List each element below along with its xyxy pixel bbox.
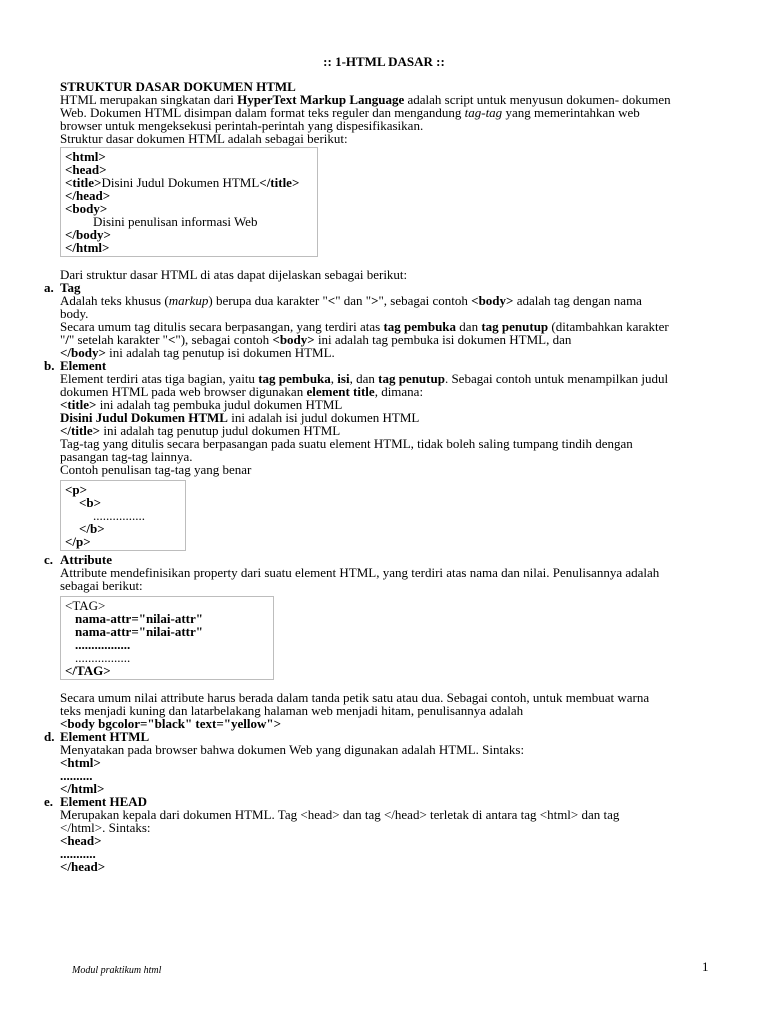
text: ini adalah tag penutup judul dokumen HTML xyxy=(100,423,341,438)
code-line: ................ xyxy=(93,508,145,523)
text: element title xyxy=(306,384,375,399)
footer-module-name: Modul praktikum html xyxy=(72,965,162,976)
element-html-line: Menyatakan pada browser bahwa dokumen Web yang digunakan adalah HTML. Sintaks: xyxy=(60,742,525,757)
text: tag penutup xyxy=(481,319,549,334)
item-heading-element-html xyxy=(44,729,720,744)
tag-line: body. xyxy=(60,306,89,321)
text: , dan xyxy=(349,371,379,386)
code-line: nama-attr="nilai-attr" xyxy=(75,611,203,626)
text: adalah script untuk menyusun dokumen- dokumen xyxy=(404,92,671,107)
attribute-example: <body bgcolor="black" text="yellow"> xyxy=(60,716,281,731)
item-letter: e. xyxy=(44,794,54,809)
syntax-line: </html> xyxy=(60,781,105,796)
text: Element terdiri atas tiga bagian, yaitu xyxy=(60,371,259,386)
text: <body> xyxy=(272,332,315,347)
text: , xyxy=(330,371,338,386)
text: <body> xyxy=(471,293,514,308)
text: tag penutup xyxy=(378,371,445,386)
intro-line: browser untuk mengeksekusi perintah-perintah yang dispesifikasikan. xyxy=(60,118,424,133)
text: Adalah teks khusus ( xyxy=(60,293,169,308)
document-body xyxy=(44,79,720,874)
text: > xyxy=(371,293,379,308)
text: " setelah karakter " xyxy=(68,332,168,347)
text: / xyxy=(65,332,69,347)
text: dokumen HTML pada web browser digunakan xyxy=(60,384,307,399)
text: , dimana: xyxy=(374,384,424,399)
text: Web. Dokumen HTML disimpan dalam format teks reguler dan mengandung xyxy=(60,105,465,120)
explain-intro: Dari struktur dasar HTML di atas dapat dijelaskan sebagai berikut: xyxy=(60,267,408,282)
code-line: </html> xyxy=(65,240,110,255)
text: tag pembuka xyxy=(383,319,457,334)
item-letter: d. xyxy=(44,729,55,744)
text: yang memerintahkan web xyxy=(502,105,640,120)
text: isi xyxy=(337,371,350,386)
syntax-line: <html> xyxy=(60,755,101,770)
code-line: Disini penulisan informasi Web xyxy=(93,214,258,229)
syntax-line: </head> xyxy=(60,859,106,874)
text: markup xyxy=(168,293,209,308)
text: </body> xyxy=(60,345,106,360)
text: . Sebagai contoh untuk menampilkan judul xyxy=(444,371,669,386)
element-line: Tag-tag yang ditulis secara berpasangan pada suatu element HTML, tidak boleh saling tumpang tindih dengan xyxy=(60,436,633,451)
code-line: <b> xyxy=(79,495,102,510)
text: < xyxy=(167,332,176,347)
text: </title> xyxy=(60,423,101,438)
syntax-line: ........... xyxy=(60,846,96,861)
tag-line xyxy=(60,294,720,307)
text: adalah tag dengan nama xyxy=(513,293,642,308)
attribute-line: Attribute mendefinisikan property dari suatu element HTML, yang terdiri atas nama dan nilai. Penulisannya adalah xyxy=(60,565,660,580)
item-letter: a. xyxy=(44,280,54,295)
text: Secara umum tag ditulis secara berpasangan, yang terdiri atas xyxy=(60,319,384,334)
item-heading-element-head xyxy=(44,794,720,809)
code-box-attribute xyxy=(60,596,274,680)
code-line: </head> xyxy=(65,188,111,203)
code-line: <p> xyxy=(65,482,88,497)
text: Attribute xyxy=(60,552,112,567)
text: <title> xyxy=(60,397,97,412)
text: tag pembuka xyxy=(258,371,331,386)
item-heading-element xyxy=(44,358,720,373)
text: HyperText Markup Language xyxy=(237,92,405,107)
element-head-line: </html>. Sintaks: xyxy=(60,820,151,835)
text: Element xyxy=(60,358,107,373)
item-heading-tag xyxy=(44,280,720,295)
syntax-line: .......... xyxy=(60,768,93,783)
page-number: 1 xyxy=(702,959,709,974)
code-line: </TAG> xyxy=(65,663,111,678)
text: ) berupa dua karakter " xyxy=(208,293,328,308)
code-line: </body> xyxy=(65,227,111,242)
text: ini adalah isi judul dokumen HTML xyxy=(227,410,420,425)
tag-line xyxy=(60,346,720,359)
text: ini adalah tag pembuka judul dokumen HTML xyxy=(96,397,343,412)
text: " dan " xyxy=(335,293,372,308)
code-line: <html> xyxy=(65,149,106,164)
text: </title> xyxy=(259,175,300,190)
text: Disini Judul Dokumen HTML xyxy=(101,175,260,190)
attribute-line: teks menjadi kuning dan latarbelakang halaman web menjadi hitam, penulisannya adalah xyxy=(60,703,524,718)
section-heading: STRUKTUR DASAR DOKUMEN HTML xyxy=(60,79,296,94)
code-line: </p> xyxy=(65,534,91,549)
page-title: :: 1-HTML DASAR :: xyxy=(323,54,445,69)
code-line: ................. xyxy=(75,650,131,665)
text: "), sebagai contoh xyxy=(175,332,273,347)
text: Element HEAD xyxy=(60,794,148,809)
item-letter: b. xyxy=(44,358,55,373)
code-line: </b> xyxy=(79,521,105,536)
code-box-nesting xyxy=(60,480,186,551)
code-line: <body> xyxy=(65,201,108,216)
text: " xyxy=(60,332,66,347)
code-line: ................. xyxy=(75,637,131,652)
attribute-line: Secara umum nilai attribute harus berada dalam tanda petik satu atau dua. Sebagai contoh, untuk membuat warna xyxy=(60,690,650,705)
text: tag-tag xyxy=(464,105,503,120)
intro-line: Struktur dasar dokumen HTML adalah sebagai berikut: xyxy=(60,131,348,146)
element-head-line: Merupakan kepala dari dokumen HTML. Tag <head> dan tag </head> terletak di antara tag <html> dan tag xyxy=(60,807,620,822)
element-line: Contoh penulisan tag-tag yang benar xyxy=(60,462,252,477)
code-line: <TAG> xyxy=(65,598,106,613)
text: dan xyxy=(456,319,482,334)
text: < xyxy=(327,293,336,308)
item-letter: c. xyxy=(44,552,54,567)
text: Disini Judul Dokumen HTML xyxy=(60,410,228,425)
text: ", sebagai contoh xyxy=(378,293,472,308)
attribute-line: sebagai berikut: xyxy=(60,578,143,593)
item-heading-attribute xyxy=(44,552,720,567)
text: HTML merupakan singkatan dari xyxy=(60,92,238,107)
text: (ditambahkan karakter xyxy=(548,319,669,334)
text: <title> xyxy=(65,175,102,190)
text: Element HTML xyxy=(60,729,150,744)
text: ini adalah tag penutup isi dokumen HTML. xyxy=(105,345,335,360)
text: Tag xyxy=(60,280,81,295)
text: ini adalah tag pembuka isi dokumen HTML, dan xyxy=(314,332,572,347)
code-line: <head> xyxy=(65,162,107,177)
code-line: nama-attr="nilai-attr" xyxy=(75,624,203,639)
code-box-structure xyxy=(60,147,318,257)
syntax-line: <head> xyxy=(60,833,102,848)
element-line: pasangan tag-tag lainnya. xyxy=(60,449,193,464)
